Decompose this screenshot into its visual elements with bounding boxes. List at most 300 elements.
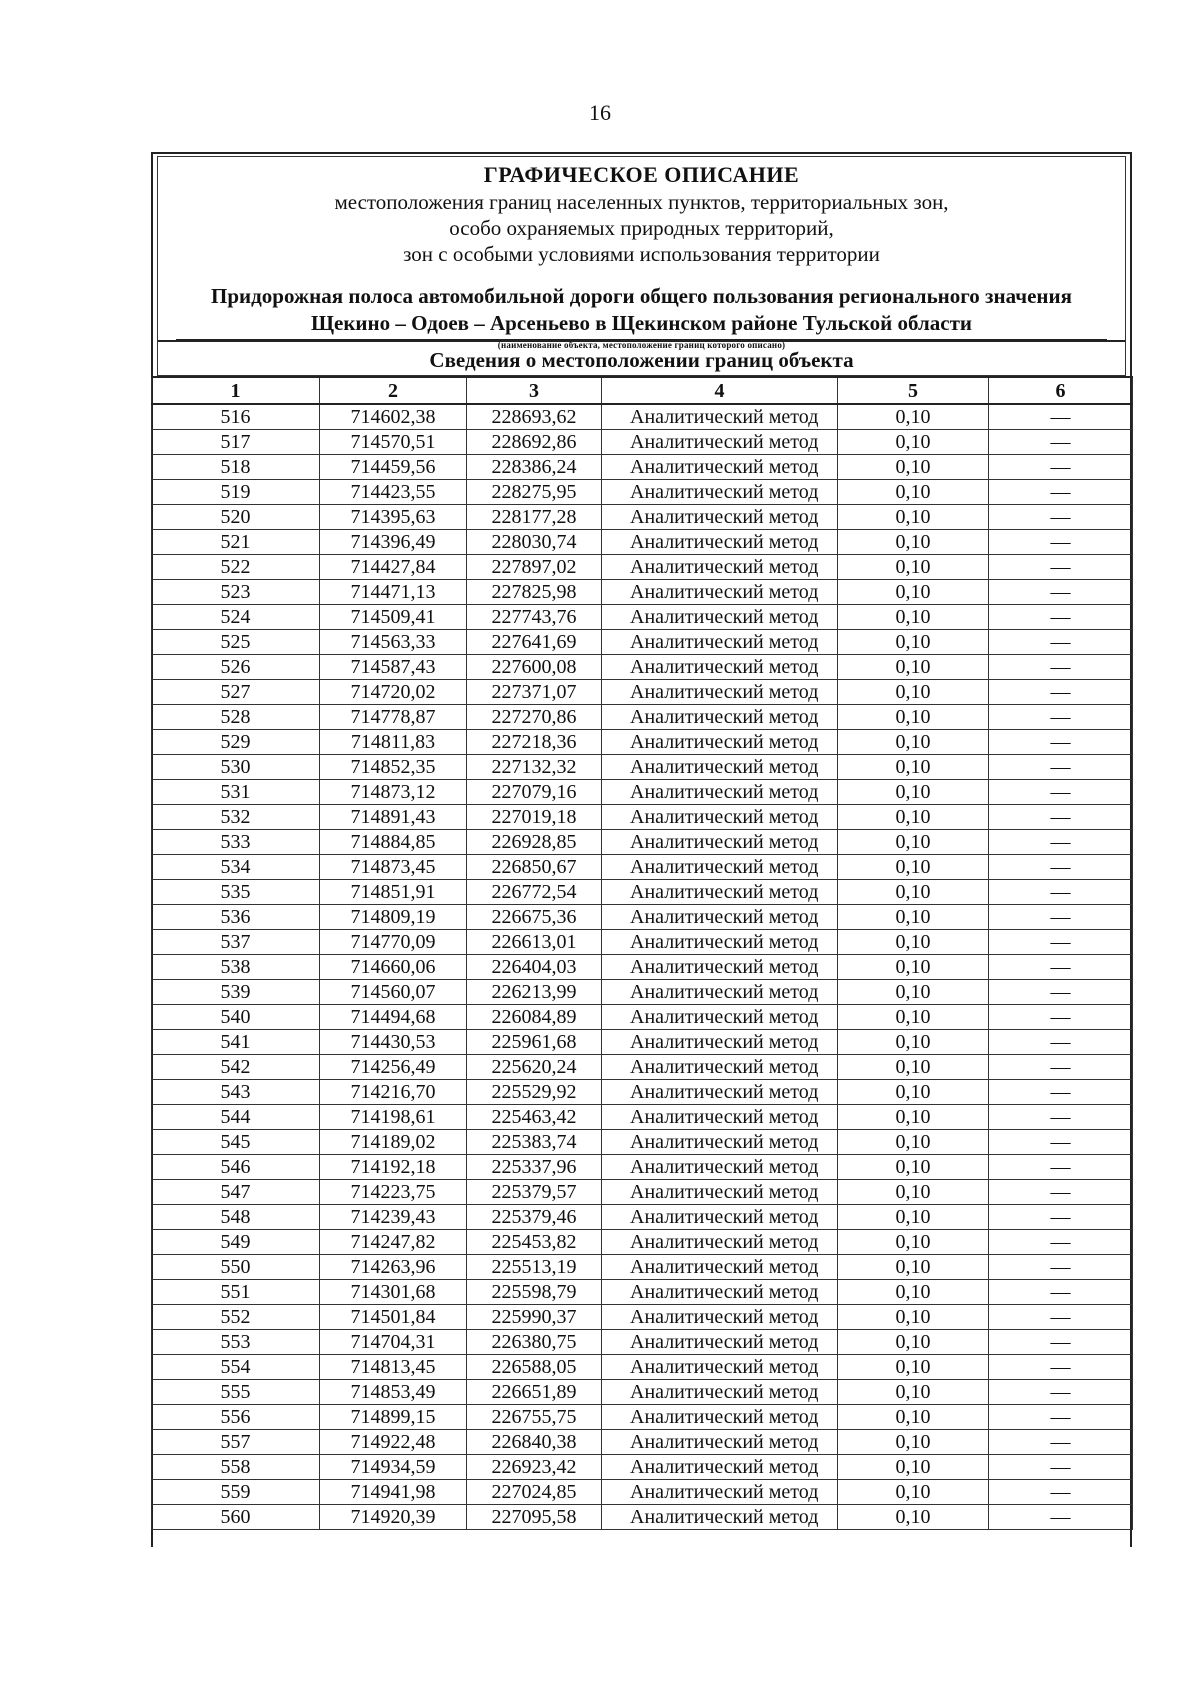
- x-coordinate-cell: 714809,19: [320, 905, 467, 930]
- accuracy-cell: 0,10: [838, 530, 989, 555]
- y-coordinate-cell: 226675,36: [467, 905, 602, 930]
- table-row: [152, 580, 1133, 605]
- table-row: [152, 1355, 1133, 1380]
- table-row: [152, 1180, 1133, 1205]
- description-cell: —: [989, 1380, 1133, 1405]
- description-cell: —: [989, 630, 1133, 655]
- table-row: [152, 705, 1133, 730]
- table-row: [152, 1505, 1133, 1530]
- description-cell: —: [989, 1305, 1133, 1330]
- table-row: [152, 1155, 1133, 1180]
- description-cell: —: [989, 1455, 1133, 1480]
- description-cell: —: [989, 555, 1133, 580]
- table-row: [152, 830, 1133, 855]
- accuracy-cell: 0,10: [838, 404, 989, 430]
- point-number-cell: 557: [152, 1430, 320, 1455]
- table-row: [152, 1455, 1133, 1480]
- point-number-cell: 527: [152, 680, 320, 705]
- method-cell: Аналитический метод: [602, 1455, 838, 1480]
- table-row: [152, 1280, 1133, 1305]
- accuracy-cell: 0,10: [838, 1480, 989, 1505]
- y-coordinate-cell: 225379,46: [467, 1205, 602, 1230]
- table-row: [152, 655, 1133, 680]
- y-coordinate-cell: 225453,82: [467, 1230, 602, 1255]
- point-number-cell: 541: [152, 1030, 320, 1055]
- column-header: 5: [838, 377, 989, 404]
- object-name-line: Щекино – Одоев – Арсеньево в Щекинском районе Тульской области: [310, 311, 973, 335]
- accuracy-cell: 0,10: [838, 1180, 989, 1205]
- method-cell: Аналитический метод: [602, 855, 838, 880]
- description-cell: —: [989, 530, 1133, 555]
- y-coordinate-cell: 225620,24: [467, 1055, 602, 1080]
- description-cell: —: [989, 1430, 1133, 1455]
- page-number: 16: [589, 100, 611, 125]
- point-number-cell: 531: [152, 780, 320, 805]
- point-number-cell: 558: [152, 1455, 320, 1480]
- table-row: [152, 480, 1133, 505]
- point-number-cell: 549: [152, 1230, 320, 1255]
- x-coordinate-cell: 714563,33: [320, 630, 467, 655]
- x-coordinate-cell: 714587,43: [320, 655, 467, 680]
- column-header: 4: [602, 377, 838, 404]
- y-coordinate-cell: 227825,98: [467, 580, 602, 605]
- subtitle-line: зон с особыми условиями использования территории: [403, 242, 880, 266]
- method-cell: Аналитический метод: [602, 1205, 838, 1230]
- description-cell: —: [989, 655, 1133, 680]
- subtitle-line: особо охраняемых природных территорий,: [449, 216, 834, 240]
- point-number-cell: 519: [152, 480, 320, 505]
- point-number-cell: 547: [152, 1180, 320, 1205]
- accuracy-cell: 0,10: [838, 1430, 989, 1455]
- accuracy-cell: 0,10: [838, 1355, 989, 1380]
- table-header-row: [152, 377, 1133, 404]
- accuracy-cell: 0,10: [838, 455, 989, 480]
- table-row: [152, 680, 1133, 705]
- point-number-cell: 528: [152, 705, 320, 730]
- point-number-cell: 518: [152, 455, 320, 480]
- y-coordinate-cell: 227132,32: [467, 755, 602, 780]
- point-number-cell: 552: [152, 1305, 320, 1330]
- accuracy-cell: 0,10: [838, 555, 989, 580]
- method-cell: Аналитический метод: [602, 905, 838, 930]
- accuracy-cell: 0,10: [838, 1305, 989, 1330]
- y-coordinate-cell: 227371,07: [467, 680, 602, 705]
- x-coordinate-cell: 714922,48: [320, 1430, 467, 1455]
- method-cell: Аналитический метод: [602, 705, 838, 730]
- point-number-cell: 535: [152, 880, 320, 905]
- method-cell: Аналитический метод: [602, 1280, 838, 1305]
- method-cell: Аналитический метод: [602, 755, 838, 780]
- x-coordinate-cell: 714873,45: [320, 855, 467, 880]
- accuracy-cell: 0,10: [838, 1030, 989, 1055]
- accuracy-cell: 0,10: [838, 905, 989, 930]
- method-cell: Аналитический метод: [602, 480, 838, 505]
- subtitle-line: местоположения границ населенных пунктов, территориальных зон,: [334, 190, 949, 214]
- accuracy-cell: 0,10: [838, 1005, 989, 1030]
- table-row: [152, 780, 1133, 805]
- point-number-cell: 520: [152, 505, 320, 530]
- method-cell: Аналитический метод: [602, 1330, 838, 1355]
- table-row: [152, 880, 1133, 905]
- x-coordinate-cell: 714941,98: [320, 1480, 467, 1505]
- y-coordinate-cell: 225598,79: [467, 1280, 602, 1305]
- point-number-cell: 539: [152, 980, 320, 1005]
- accuracy-cell: 0,10: [838, 1330, 989, 1355]
- description-cell: —: [989, 580, 1133, 605]
- accuracy-cell: 0,10: [838, 705, 989, 730]
- y-coordinate-cell: 228693,62: [467, 404, 602, 430]
- x-coordinate-cell: 714770,09: [320, 930, 467, 955]
- method-cell: Аналитический метод: [602, 1155, 838, 1180]
- description-cell: —: [989, 1405, 1133, 1430]
- x-coordinate-cell: 714223,75: [320, 1180, 467, 1205]
- description-cell: —: [989, 430, 1133, 455]
- accuracy-cell: 0,10: [838, 1205, 989, 1230]
- y-coordinate-cell: 227641,69: [467, 630, 602, 655]
- y-coordinate-cell: 228177,28: [467, 505, 602, 530]
- method-cell: Аналитический метод: [602, 605, 838, 630]
- x-coordinate-cell: 714602,38: [320, 404, 467, 430]
- method-cell: Аналитический метод: [602, 680, 838, 705]
- description-cell: —: [989, 755, 1133, 780]
- y-coordinate-cell: 226840,38: [467, 1430, 602, 1455]
- table-row: [152, 1055, 1133, 1080]
- method-cell: Аналитический метод: [602, 505, 838, 530]
- table-row: [152, 805, 1133, 830]
- method-cell: Аналитический метод: [602, 1080, 838, 1105]
- x-coordinate-cell: 714852,35: [320, 755, 467, 780]
- description-cell: —: [989, 905, 1133, 930]
- point-number-cell: 554: [152, 1355, 320, 1380]
- accuracy-cell: 0,10: [838, 1280, 989, 1305]
- table-row: [152, 404, 1133, 430]
- x-coordinate-cell: 714811,83: [320, 730, 467, 755]
- method-cell: Аналитический метод: [602, 1030, 838, 1055]
- accuracy-cell: 0,10: [838, 855, 989, 880]
- y-coordinate-cell: 226923,42: [467, 1455, 602, 1480]
- accuracy-cell: 0,10: [838, 730, 989, 755]
- accuracy-cell: 0,10: [838, 1255, 989, 1280]
- method-cell: Аналитический метод: [602, 780, 838, 805]
- point-number-cell: 544: [152, 1105, 320, 1130]
- method-cell: Аналитический метод: [602, 1130, 838, 1155]
- accuracy-cell: 0,10: [838, 680, 989, 705]
- description-cell: —: [989, 1480, 1133, 1505]
- y-coordinate-cell: 225383,74: [467, 1130, 602, 1155]
- x-coordinate-cell: 714934,59: [320, 1455, 467, 1480]
- description-cell: —: [989, 705, 1133, 730]
- method-cell: Аналитический метод: [602, 530, 838, 555]
- table-row: [152, 1030, 1133, 1055]
- method-cell: Аналитический метод: [602, 730, 838, 755]
- method-cell: Аналитический метод: [602, 630, 838, 655]
- point-number-cell: 542: [152, 1055, 320, 1080]
- x-coordinate-cell: 714813,45: [320, 1355, 467, 1380]
- x-coordinate-cell: 714459,56: [320, 455, 467, 480]
- table-row: [152, 930, 1133, 955]
- x-coordinate-cell: 714851,91: [320, 880, 467, 905]
- x-coordinate-cell: 714189,02: [320, 1130, 467, 1155]
- description-cell: —: [989, 1080, 1133, 1105]
- description-cell: —: [989, 455, 1133, 480]
- y-coordinate-cell: 228692,86: [467, 430, 602, 455]
- description-cell: —: [989, 505, 1133, 530]
- coordinates-table: [151, 376, 1133, 1530]
- accuracy-cell: 0,10: [838, 1505, 989, 1530]
- accuracy-cell: 0,10: [838, 430, 989, 455]
- description-cell: —: [989, 1155, 1133, 1180]
- table-row: [152, 980, 1133, 1005]
- y-coordinate-cell: 226380,75: [467, 1330, 602, 1355]
- object-name-caption: (наименование объекта, местоположение границ которого описано): [497, 340, 786, 350]
- method-cell: Аналитический метод: [602, 930, 838, 955]
- method-cell: Аналитический метод: [602, 1355, 838, 1380]
- y-coordinate-cell: 228275,95: [467, 480, 602, 505]
- table-row: [152, 1330, 1133, 1355]
- accuracy-cell: 0,10: [838, 1155, 989, 1180]
- description-cell: —: [989, 805, 1133, 830]
- accuracy-cell: 0,10: [838, 755, 989, 780]
- description-cell: —: [989, 780, 1133, 805]
- table-row: [152, 855, 1133, 880]
- y-coordinate-cell: 225529,92: [467, 1080, 602, 1105]
- accuracy-cell: 0,10: [838, 1080, 989, 1105]
- y-coordinate-cell: 226928,85: [467, 830, 602, 855]
- column-header: 3: [467, 377, 602, 404]
- description-cell: —: [989, 1055, 1133, 1080]
- y-coordinate-cell: 226651,89: [467, 1380, 602, 1405]
- table-row: [152, 430, 1133, 455]
- point-number-cell: 556: [152, 1405, 320, 1430]
- x-coordinate-cell: 714263,96: [320, 1255, 467, 1280]
- accuracy-cell: 0,10: [838, 780, 989, 805]
- x-coordinate-cell: 714501,84: [320, 1305, 467, 1330]
- x-coordinate-cell: 714899,15: [320, 1405, 467, 1430]
- accuracy-cell: 0,10: [838, 1230, 989, 1255]
- x-coordinate-cell: 714239,43: [320, 1205, 467, 1230]
- method-cell: Аналитический метод: [602, 1480, 838, 1505]
- y-coordinate-cell: 227024,85: [467, 1480, 602, 1505]
- method-cell: Аналитический метод: [602, 1255, 838, 1280]
- x-coordinate-cell: 714891,43: [320, 805, 467, 830]
- y-coordinate-cell: 225379,57: [467, 1180, 602, 1205]
- method-cell: Аналитический метод: [602, 830, 838, 855]
- x-coordinate-cell: 714430,53: [320, 1030, 467, 1055]
- x-coordinate-cell: 714494,68: [320, 1005, 467, 1030]
- description-cell: —: [989, 1255, 1133, 1280]
- accuracy-cell: 0,10: [838, 955, 989, 980]
- point-number-cell: 548: [152, 1205, 320, 1230]
- description-cell: —: [989, 404, 1133, 430]
- table-row: [152, 530, 1133, 555]
- accuracy-cell: 0,10: [838, 505, 989, 530]
- column-header: 2: [320, 377, 467, 404]
- section-title: Сведения о местоположении границ объекта: [158, 340, 1125, 375]
- description-cell: —: [989, 1505, 1133, 1530]
- y-coordinate-cell: 226084,89: [467, 1005, 602, 1030]
- point-number-cell: 537: [152, 930, 320, 955]
- description-cell: —: [989, 980, 1133, 1005]
- y-coordinate-cell: 226404,03: [467, 955, 602, 980]
- accuracy-cell: 0,10: [838, 1380, 989, 1405]
- point-number-cell: 546: [152, 1155, 320, 1180]
- x-coordinate-cell: 714198,61: [320, 1105, 467, 1130]
- accuracy-cell: 0,10: [838, 805, 989, 830]
- method-cell: Аналитический метод: [602, 1430, 838, 1455]
- point-number-cell: 529: [152, 730, 320, 755]
- point-number-cell: 553: [152, 1330, 320, 1355]
- object-name: [158, 283, 1125, 337]
- y-coordinate-cell: 225463,42: [467, 1105, 602, 1130]
- point-number-cell: 524: [152, 605, 320, 630]
- method-cell: Аналитический метод: [602, 1405, 838, 1430]
- x-coordinate-cell: 714884,85: [320, 830, 467, 855]
- description-cell: —: [989, 680, 1133, 705]
- method-cell: Аналитический метод: [602, 1055, 838, 1080]
- y-coordinate-cell: 227897,02: [467, 555, 602, 580]
- table-row: [152, 555, 1133, 580]
- point-number-cell: 526: [152, 655, 320, 680]
- method-cell: Аналитический метод: [602, 955, 838, 980]
- x-coordinate-cell: 714192,18: [320, 1155, 467, 1180]
- method-cell: Аналитический метод: [602, 1005, 838, 1030]
- y-coordinate-cell: 226613,01: [467, 930, 602, 955]
- x-coordinate-cell: 714570,51: [320, 430, 467, 455]
- method-cell: Аналитический метод: [602, 1230, 838, 1255]
- description-cell: —: [989, 1005, 1133, 1030]
- description-cell: —: [989, 605, 1133, 630]
- description-cell: —: [989, 855, 1133, 880]
- table-row: [152, 755, 1133, 780]
- y-coordinate-cell: 225337,96: [467, 1155, 602, 1180]
- x-coordinate-cell: 714471,13: [320, 580, 467, 605]
- y-coordinate-cell: 226772,54: [467, 880, 602, 905]
- table-row: [152, 1205, 1133, 1230]
- description-cell: —: [989, 1030, 1133, 1055]
- table-row: [152, 630, 1133, 655]
- method-cell: Аналитический метод: [602, 1380, 838, 1405]
- point-number-cell: 560: [152, 1505, 320, 1530]
- description-cell: —: [989, 1205, 1133, 1230]
- y-coordinate-cell: 227270,86: [467, 705, 602, 730]
- method-cell: Аналитический метод: [602, 805, 838, 830]
- table-row: [152, 1480, 1133, 1505]
- x-coordinate-cell: 714247,82: [320, 1230, 467, 1255]
- point-number-cell: 536: [152, 905, 320, 930]
- point-number-cell: 543: [152, 1080, 320, 1105]
- description-cell: —: [989, 1105, 1133, 1130]
- accuracy-cell: 0,10: [838, 980, 989, 1005]
- accuracy-cell: 0,10: [838, 655, 989, 680]
- accuracy-cell: 0,10: [838, 1130, 989, 1155]
- table-row: [152, 1380, 1133, 1405]
- table-row: [152, 1230, 1133, 1255]
- y-coordinate-cell: 226213,99: [467, 980, 602, 1005]
- table-row: [152, 1130, 1133, 1155]
- x-coordinate-cell: 714427,84: [320, 555, 467, 580]
- accuracy-cell: 0,10: [838, 1055, 989, 1080]
- x-coordinate-cell: 714395,63: [320, 505, 467, 530]
- description-cell: —: [989, 955, 1133, 980]
- method-cell: Аналитический метод: [602, 655, 838, 680]
- table-row: [152, 455, 1133, 480]
- y-coordinate-cell: 227218,36: [467, 730, 602, 755]
- x-coordinate-cell: 714660,06: [320, 955, 467, 980]
- point-number-cell: 550: [152, 1255, 320, 1280]
- y-coordinate-cell: 227079,16: [467, 780, 602, 805]
- table-row: [152, 1305, 1133, 1330]
- table-row: [152, 1105, 1133, 1130]
- point-number-cell: 523: [152, 580, 320, 605]
- x-coordinate-cell: 714704,31: [320, 1330, 467, 1355]
- point-number-cell: 517: [152, 430, 320, 455]
- object-name-line: Придорожная полоса автомобильной дороги общего пользования регионального значения: [211, 284, 1072, 308]
- header-block: [157, 156, 1126, 376]
- x-coordinate-cell: 714216,70: [320, 1080, 467, 1105]
- y-coordinate-cell: 227600,08: [467, 655, 602, 680]
- x-coordinate-cell: 714920,39: [320, 1505, 467, 1530]
- description-cell: —: [989, 1330, 1133, 1355]
- accuracy-cell: 0,10: [838, 1455, 989, 1480]
- description-cell: —: [989, 1180, 1133, 1205]
- point-number-cell: 545: [152, 1130, 320, 1155]
- x-coordinate-cell: 714853,49: [320, 1380, 467, 1405]
- table-row: [152, 505, 1133, 530]
- point-number-cell: 525: [152, 630, 320, 655]
- point-number-cell: 538: [152, 955, 320, 980]
- point-number-cell: 516: [152, 404, 320, 430]
- method-cell: Аналитический метод: [602, 404, 838, 430]
- title-block: [158, 157, 1125, 267]
- description-cell: —: [989, 730, 1133, 755]
- x-coordinate-cell: 714256,49: [320, 1055, 467, 1080]
- table-row: [152, 605, 1133, 630]
- point-number-cell: 555: [152, 1380, 320, 1405]
- accuracy-cell: 0,10: [838, 580, 989, 605]
- point-number-cell: 532: [152, 805, 320, 830]
- x-coordinate-cell: 714560,07: [320, 980, 467, 1005]
- y-coordinate-cell: 225513,19: [467, 1255, 602, 1280]
- method-cell: Аналитический метод: [602, 980, 838, 1005]
- accuracy-cell: 0,10: [838, 880, 989, 905]
- accuracy-cell: 0,10: [838, 480, 989, 505]
- y-coordinate-cell: 228386,24: [467, 455, 602, 480]
- description-cell: —: [989, 1130, 1133, 1155]
- method-cell: Аналитический метод: [602, 1105, 838, 1130]
- method-cell: Аналитический метод: [602, 455, 838, 480]
- method-cell: Аналитический метод: [602, 555, 838, 580]
- accuracy-cell: 0,10: [838, 630, 989, 655]
- point-number-cell: 534: [152, 855, 320, 880]
- description-cell: —: [989, 830, 1133, 855]
- document-title: ГРАФИЧЕСКОЕ ОПИСАНИЕ: [483, 162, 800, 187]
- accuracy-cell: 0,10: [838, 930, 989, 955]
- y-coordinate-cell: 225990,37: [467, 1305, 602, 1330]
- table-row: [152, 1255, 1133, 1280]
- x-coordinate-cell: 714509,41: [320, 605, 467, 630]
- method-cell: Аналитический метод: [602, 880, 838, 905]
- description-cell: —: [989, 480, 1133, 505]
- point-number-cell: 559: [152, 1480, 320, 1505]
- table-row: [152, 905, 1133, 930]
- table-row: [152, 1080, 1133, 1105]
- x-coordinate-cell: 714720,02: [320, 680, 467, 705]
- point-number-cell: 533: [152, 830, 320, 855]
- y-coordinate-cell: 227743,76: [467, 605, 602, 630]
- x-coordinate-cell: 714301,68: [320, 1280, 467, 1305]
- description-cell: —: [989, 1230, 1133, 1255]
- accuracy-cell: 0,10: [838, 1105, 989, 1130]
